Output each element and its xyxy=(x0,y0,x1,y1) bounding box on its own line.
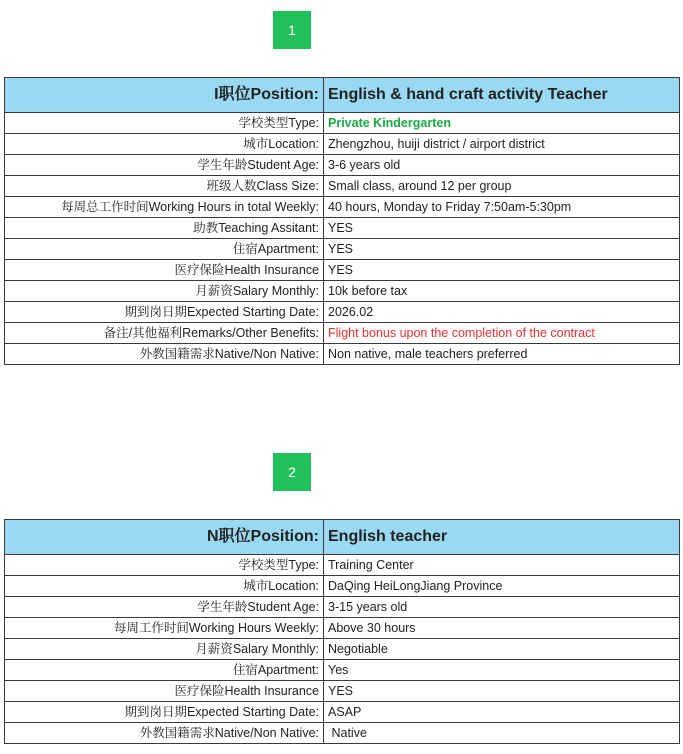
field-value: Non native, male teachers preferred xyxy=(324,344,680,365)
position-value: English teacher xyxy=(324,520,680,555)
table-row xyxy=(5,639,680,660)
field-value: YES xyxy=(324,681,680,702)
field-label: 住宿Apartment: xyxy=(5,660,324,681)
table-row xyxy=(5,723,680,744)
field-label: 外教国籍需求Native/Non Native: xyxy=(5,723,324,744)
table-row xyxy=(5,618,680,639)
field-label: 助教Teaching Assitant: xyxy=(5,218,324,239)
field-label: 医疗保险Health Insurance xyxy=(5,260,324,281)
table-row xyxy=(5,155,680,176)
field-value: YES xyxy=(324,260,680,281)
field-label: 学校类型Type: xyxy=(5,113,324,134)
field-label: 月薪资Salary Monthly: xyxy=(5,281,324,302)
field-label: 医疗保险Health Insurance xyxy=(5,681,324,702)
table-row xyxy=(5,113,680,134)
position-value: English & hand craft activity Teacher xyxy=(324,78,680,113)
field-value: Native xyxy=(324,723,680,744)
field-label: 学校类型Type: xyxy=(5,555,324,576)
table-row xyxy=(5,281,680,302)
field-label: 期到岗日期Expected Starting Date: xyxy=(5,702,324,723)
table-row xyxy=(5,576,680,597)
field-label: 班级人数Class Size: xyxy=(5,176,324,197)
table-row xyxy=(5,302,680,323)
job-table-1 xyxy=(4,77,680,365)
field-value: Zhengzhou, huiji district / airport district xyxy=(324,134,680,155)
table-header-row xyxy=(5,520,680,555)
field-value: Negotiable xyxy=(324,639,680,660)
field-value: Training Center xyxy=(324,555,680,576)
position-label: I职位Position: xyxy=(5,78,324,113)
table-row xyxy=(5,555,680,576)
field-label: 外教国籍需求Native/Non Native: xyxy=(5,344,324,365)
table-row xyxy=(5,134,680,155)
field-label: 每周总工作时间Working Hours in total Weekly: xyxy=(5,197,324,218)
field-label: 每周工作时间Working Hours Weekly: xyxy=(5,618,324,639)
field-label: 住宿Apartment: xyxy=(5,239,324,260)
field-label: 备注/其他福利Remarks/Other Benefits: xyxy=(5,323,324,344)
field-value: YES xyxy=(324,239,680,260)
field-label: 学生年龄Student Age: xyxy=(5,155,324,176)
field-value: DaQing HeiLongJiang Province xyxy=(324,576,680,597)
field-value: Small class, around 12 per group xyxy=(324,176,680,197)
field-value: Above 30 hours xyxy=(324,618,680,639)
field-label: 城市Location: xyxy=(5,134,324,155)
field-label: 城市Location: xyxy=(5,576,324,597)
table-row xyxy=(5,681,680,702)
table-row xyxy=(5,218,680,239)
field-value: 3-6 years old xyxy=(324,155,680,176)
field-value: Yes xyxy=(324,660,680,681)
field-label: 月薪资Salary Monthly: xyxy=(5,639,324,660)
table-row xyxy=(5,702,680,723)
position-label: N职位Position: xyxy=(5,520,324,555)
field-value: ASAP xyxy=(324,702,680,723)
table-row xyxy=(5,344,680,365)
table-row xyxy=(5,239,680,260)
field-label: 学生年龄Student Age: xyxy=(5,597,324,618)
benefits-value: Flight bonus upon the completion of the contract xyxy=(324,323,680,344)
table-row xyxy=(5,260,680,281)
field-value: YES xyxy=(324,218,680,239)
job-number-badge: 1 xyxy=(273,11,311,49)
table-row xyxy=(5,323,680,344)
table-header-row xyxy=(5,78,680,113)
table-row xyxy=(5,660,680,681)
field-value: 10k before tax xyxy=(324,281,680,302)
school-type-value: Private Kindergarten xyxy=(324,113,680,134)
table-row xyxy=(5,176,680,197)
table-row xyxy=(5,597,680,618)
field-value: 40 hours, Monday to Friday 7:50am-5:30pm xyxy=(324,197,680,218)
field-value: 3-15 years old xyxy=(324,597,680,618)
table-row xyxy=(5,197,680,218)
field-value: 2026.02 xyxy=(324,302,680,323)
job-table-2 xyxy=(4,519,680,744)
field-label: 期到岗日期Expected Starting Date: xyxy=(5,302,324,323)
job-number-badge: 2 xyxy=(273,453,311,491)
